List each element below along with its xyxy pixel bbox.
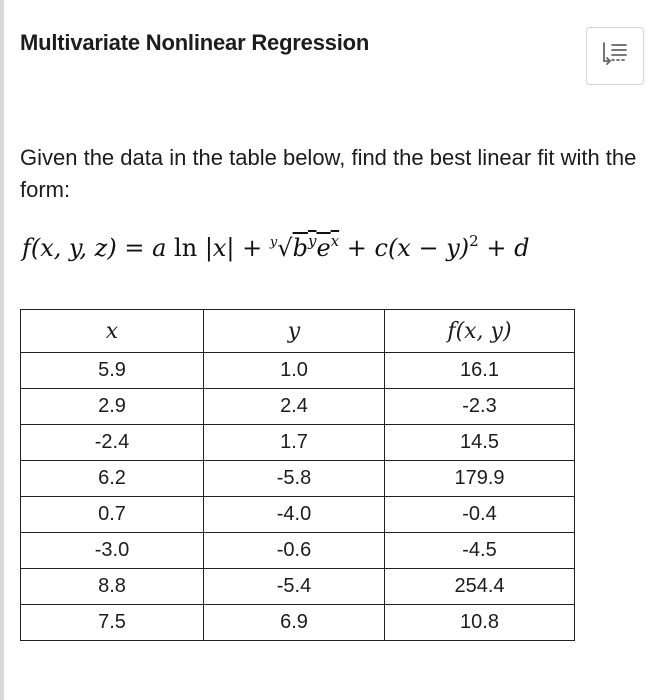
formula-plus-2: + <box>346 234 367 262</box>
formula-a: a <box>152 234 167 262</box>
cell-fxy: 16.1 <box>385 353 575 389</box>
cell-fxy: 254.4 <box>385 569 575 605</box>
formula-lhs: f(x, y, z) <box>22 234 117 262</box>
header-fxy: f(x, y) <box>385 310 575 353</box>
question-prompt: Given the data in the table below, find the best linear fit with the form: <box>20 145 637 202</box>
page-title: Multivariate Nonlinear Regression <box>20 30 370 55</box>
regression-formula <box>22 234 529 262</box>
table-header-row <box>21 310 575 353</box>
cell-x: 2.9 <box>21 389 204 425</box>
cell-y: 1.7 <box>204 425 385 461</box>
formula-abs-x: |x| <box>204 234 235 262</box>
table-row <box>21 533 575 569</box>
formula-plus-3: + <box>486 234 507 262</box>
formula-exp-2: 2 <box>469 232 479 250</box>
table-row <box>21 569 575 605</box>
formula-ln: ln <box>174 234 198 262</box>
cell-fxy: 14.5 <box>385 425 575 461</box>
cell-x: -3.0 <box>21 533 204 569</box>
cell-x: 6.2 <box>21 461 204 497</box>
cell-fxy: 10.8 <box>385 605 575 641</box>
cell-y: 6.9 <box>204 605 385 641</box>
cell-fxy: -4.5 <box>385 533 575 569</box>
cell-y: -0.6 <box>204 533 385 569</box>
table-row <box>21 497 575 533</box>
data-table <box>20 309 575 641</box>
cell-x: 7.5 <box>21 605 204 641</box>
formula-root: $^y√b^ye^x$ <box>269 232 340 262</box>
cell-y: -5.8 <box>204 461 385 497</box>
table-row <box>21 353 575 389</box>
cell-fxy: -0.4 <box>385 497 575 533</box>
cell-y: 1.0 <box>204 353 385 389</box>
radicand-e: e <box>316 234 331 262</box>
table-row <box>21 461 575 497</box>
radicand-b-exp: y <box>307 232 317 250</box>
cell-y: 2.4 <box>204 389 385 425</box>
formula-equals: = <box>124 234 145 262</box>
table-row <box>21 605 575 641</box>
cell-fxy: 179.9 <box>385 461 575 497</box>
cell-fxy: -2.3 <box>385 389 575 425</box>
cell-x: 0.7 <box>21 497 204 533</box>
formula-c-term: c(x − y) <box>374 234 470 262</box>
formula-plus-1: + <box>242 234 263 262</box>
list-view-button[interactable] <box>586 27 644 85</box>
table-row <box>21 425 575 461</box>
formula-d: d <box>514 234 530 262</box>
radicand-b: b <box>292 234 308 262</box>
cell-x: -2.4 <box>21 425 204 461</box>
header-y: y <box>204 310 385 353</box>
header-x: x <box>21 310 204 353</box>
root-index: y <box>269 235 278 250</box>
table-row <box>21 389 575 425</box>
list-icon <box>600 39 630 74</box>
left-border <box>0 0 4 700</box>
cell-x: 8.8 <box>21 569 204 605</box>
cell-y: -4.0 <box>204 497 385 533</box>
cell-x: 5.9 <box>21 353 204 389</box>
cell-y: -5.4 <box>204 569 385 605</box>
radicand-e-exp: x <box>330 232 340 250</box>
radicand <box>293 234 340 262</box>
